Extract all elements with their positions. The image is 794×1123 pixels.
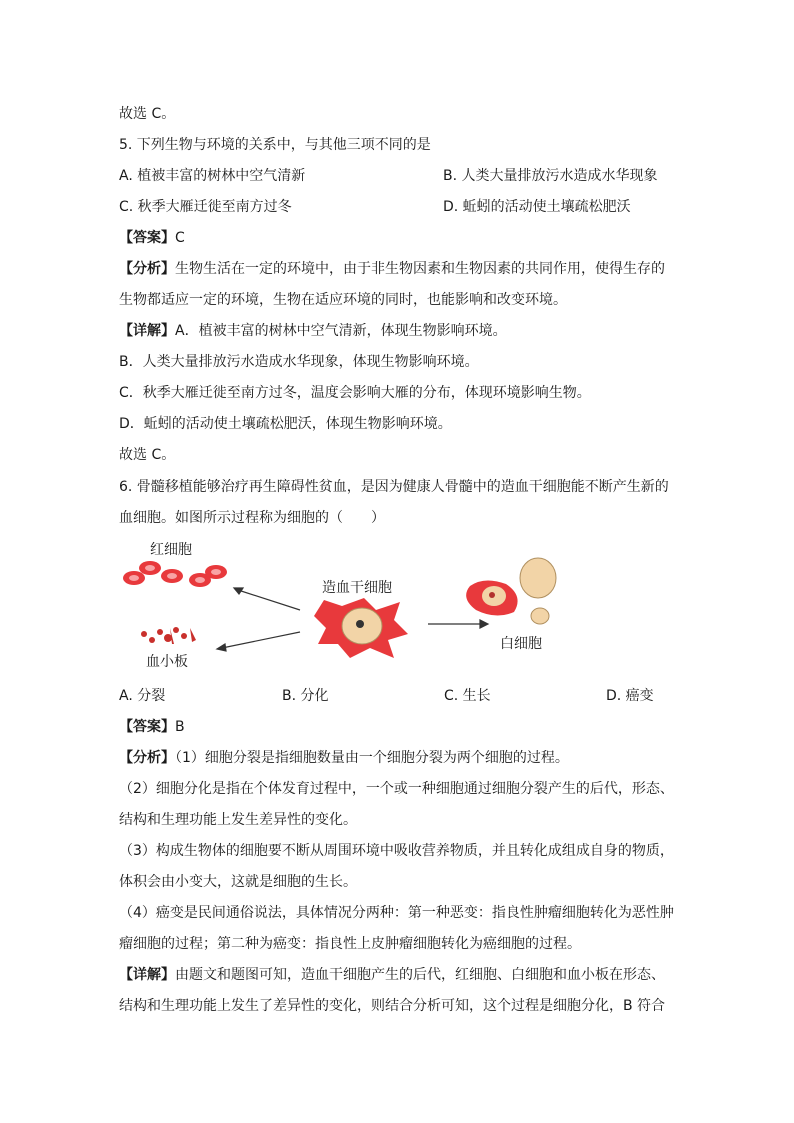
q6-option-c: C. 生长 [444, 688, 491, 704]
q5-option-a: A. 植被丰富的树林中空气清新 [119, 168, 306, 184]
q6-analysis-line-3b: 体积会由小变大，这就是细胞的生长。 [119, 874, 357, 890]
q5-detail-line-a [119, 321, 507, 341]
answer-tag: 【答案】 [119, 230, 175, 246]
q5-analysis-line-2: 生物都适应一定的环境，生物在适应环境的同时，也能影响和改变环境。 [119, 292, 567, 308]
q5-conclusion: 故选 C。 [119, 447, 176, 463]
label-stem-cell: 造血干细胞 [322, 580, 392, 596]
q5-option-c: C. 秋季大雁迁徙至南方过冬 [119, 199, 292, 215]
q6-analysis-line-2a: （2）细胞分化是指在个体发育过程中，一个或一种细胞通过细胞分裂产生的后代，形态、 [119, 781, 674, 797]
q5-option-b: B. 人类大量排放污水造成水华现象 [443, 168, 658, 184]
answer-tag: 【答案】 [119, 719, 175, 735]
platelets [141, 627, 196, 644]
answer-value: B [175, 719, 185, 735]
question-5-stem: 5. 下列生物与环境的关系中，与其他三项不同的是 [119, 137, 431, 153]
white-blood-cells [466, 558, 556, 624]
red-blood-cells [123, 561, 227, 587]
q5-analysis-line-1 [119, 259, 665, 279]
detail-text: A．植被丰富的树林中空气清新，体现生物影响环境。 [175, 323, 507, 339]
hematopoietic-stem-cell [314, 598, 408, 658]
q5-detail-line-d: D．蚯蚓的活动使土壤疏松肥沃，体现生物影响环境。 [119, 416, 452, 432]
text-line: 故选 C。 [119, 106, 176, 122]
label-white-blood-cell: 白细胞 [500, 636, 542, 652]
q6-detail-line-2: 结构和生理功能上发生了差异性的变化，则结合分析可知，这个过程是细胞分化，B 符合 [119, 998, 666, 1014]
q6-analysis-line-4a: （4）癌变是民间通俗说法，具体情况分两种：第一种恶变：指良性肿瘤细胞转化为恶性肿 [119, 905, 674, 921]
q6-answer [119, 717, 185, 737]
analysis-text: 生物生活在一定的环境中，由于非生物因素和生物因素的共同作用，使得生存的 [175, 261, 665, 277]
analysis-tag: 【分析】 [119, 750, 175, 766]
q6-analysis-line-4b: 瘤细胞的过程；第二种为癌变：指良性上皮肿瘤细胞转化为癌细胞的过程。 [119, 936, 581, 952]
q5-detail-line-b: B．人类大量排放污水造成水华现象，体现生物影响环境。 [119, 354, 479, 370]
question-6-stem-2: 血细胞。如图所示过程称为细胞的（ ） [119, 510, 385, 526]
q6-analysis-line-1 [119, 748, 569, 768]
analysis-tag: 【分析】 [119, 261, 175, 277]
q6-analysis-line-2b: 结构和生理功能上发生差异性的变化。 [119, 812, 357, 828]
analysis-text: （1）细胞分裂是指细胞数量由一个细胞分裂为两个细胞的过程。 [175, 750, 569, 766]
q6-option-b: B. 分化 [282, 688, 329, 704]
detail-text: 由题文和题图可知，造血干细胞产生的后代，红细胞、白细胞和血小板在形态、 [175, 967, 665, 983]
label-red-blood-cell: 红细胞 [150, 542, 192, 558]
q5-answer [119, 228, 185, 248]
q6-option-a: A. 分裂 [119, 688, 166, 704]
q5-option-d: D. 蚯蚓的活动使土壤疏松肥沃 [443, 199, 631, 215]
q6-detail-line-1 [119, 965, 665, 985]
answer-value: C [175, 230, 185, 246]
label-platelet: 血小板 [146, 654, 188, 670]
q6-option-d: D. 癌变 [606, 688, 654, 704]
q6-analysis-line-3a: （3）构成生物体的细胞要不断从周围环境中吸收营养物质，并且转化成组成自身的物质， [119, 843, 674, 859]
blood-cell-differentiation-figure [110, 540, 570, 670]
detail-tag: 【详解】 [119, 323, 175, 339]
q5-detail-line-c: C．秋季大雁迁徙至南方过冬，温度会影响大雁的分布，体现环境影响生物。 [119, 385, 591, 401]
question-6-stem-1: 6. 骨髓移植能够治疗再生障碍性贫血，是因为健康人骨髓中的造血干细胞能不断产生新的 [119, 479, 669, 495]
detail-tag: 【详解】 [119, 967, 175, 983]
